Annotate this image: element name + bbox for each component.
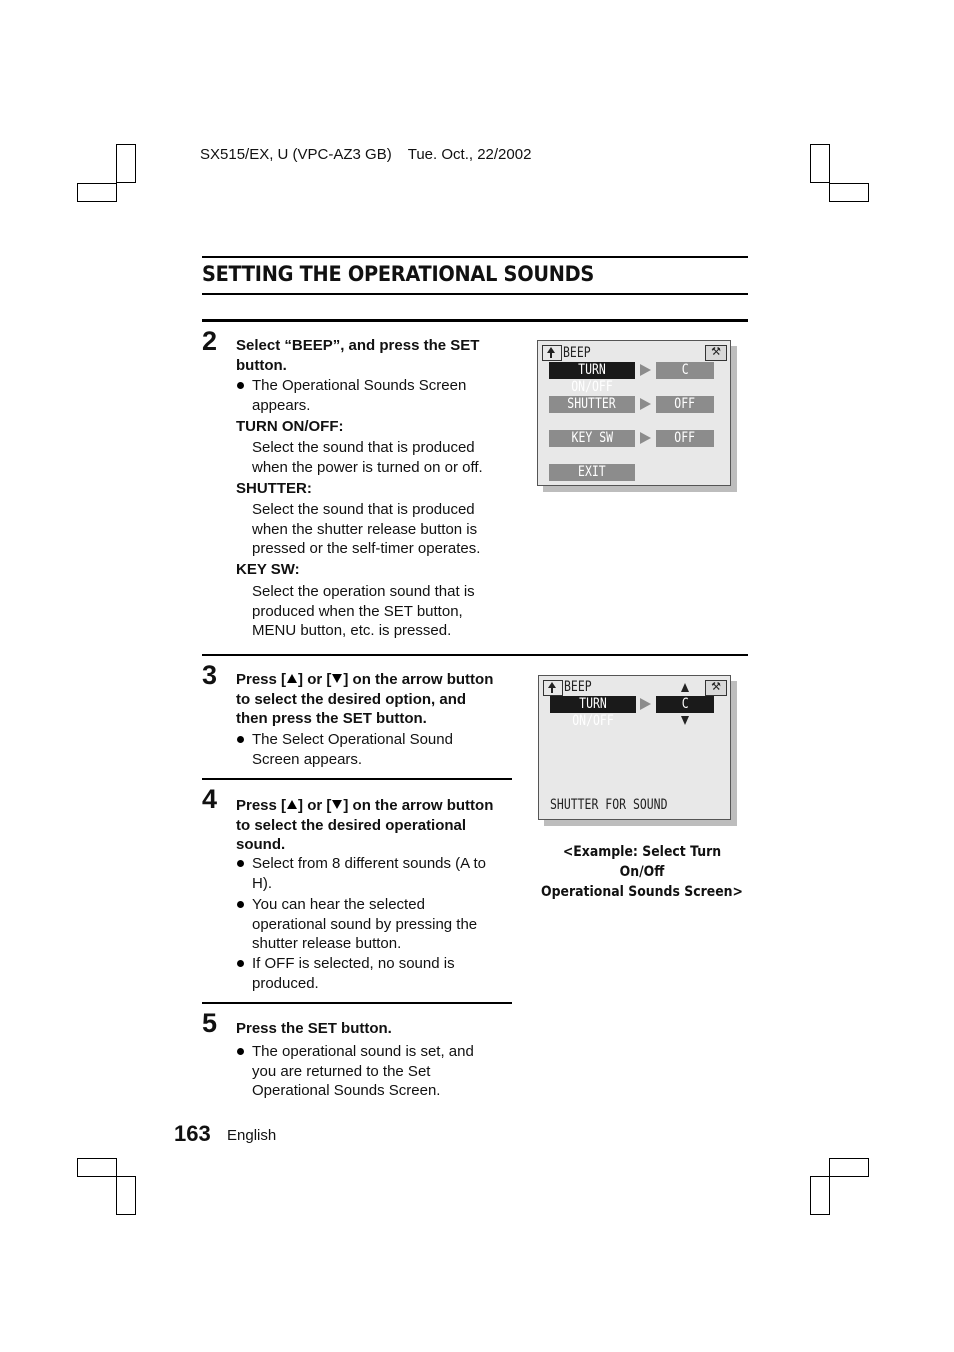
arrow-right-icon [640,698,651,710]
step4-bullet-1: Select from 8 different sounds (A to H). [252,855,487,892]
bullet-dot [237,736,244,743]
step5-rule [202,1002,512,1004]
lcd-screen-select-sound [538,675,731,820]
step4-instruction: Press [ ] or [ ] on the arrow button to select the desired operational sound. [236,797,494,853]
doc-date: Tue. Oct., 22/2002 [407,146,532,163]
crop-mark-br-vertical [810,1176,830,1215]
step2-number: 2 [202,326,218,356]
lcd2-row-value: C [656,696,714,713]
crop-mark-tl-horizontal [77,183,117,202]
turn-on-off-label: TURN ON/OFF: [236,418,344,435]
lcd2-title: BEEP [564,679,592,695]
doc-header [200,146,531,163]
lcd1-row-keysw-value: OFF [656,430,714,447]
wrench-icon: ⚒ [705,680,727,696]
title-rule-bottom [202,293,748,295]
down-triangle-icon [332,674,342,683]
lcd1-row-shutter-label: SHUTTER [549,396,635,413]
turn-on-off-desc: Select the sound that is produced when the power is turned on or off. [252,439,483,476]
up-triangle-icon [287,674,297,683]
crop-mark-tl-vertical [116,144,136,183]
up-triangle-icon [287,800,297,809]
step4-number: 4 [202,784,218,814]
lcd1-exit: EXIT [549,464,635,481]
lcd2-footer: SHUTTER FOR SOUND [550,797,668,813]
crop-mark-bl-horizontal [77,1158,117,1177]
wrench-icon: ⚒ [705,345,727,361]
bullet-dot [237,382,244,389]
step4-bullet-3: If OFF is selected, no sound is produced. [252,955,455,992]
step5-number: 5 [202,1008,218,1038]
bullet-dot [237,1048,244,1055]
step2-rule [202,319,748,322]
scroll-down-icon [681,716,689,725]
crop-mark-br-horizontal [829,1158,869,1177]
arrow-right-icon [640,398,651,410]
step3-instruction: Press [ ] or [ ] on the arrow button to select the desired option, and then press the SET button. [236,671,494,727]
lcd2-row-label: TURN ON/OFF [550,696,636,713]
page-number: 163 [174,1121,211,1146]
crop-mark-tr-horizontal [829,183,869,202]
step2-instruction: Select “BEEP”, and press the SET button. [236,337,480,374]
arrow-right-icon [640,432,651,444]
lcd1-row-turn-label: TURN ON/OFF [549,362,635,379]
lcd-screen-operational-sounds [537,340,731,486]
scroll-up-icon [681,683,689,692]
step4-rule [202,778,512,780]
lcd1-row-shutter-value: OFF [656,396,714,413]
lcd1-row-turn-value: C [656,362,714,379]
key-sw-label: KEY SW: [236,561,300,578]
title-rule-top [202,256,748,258]
lcd1-row-keysw-label: KEY SW [549,430,635,447]
crop-mark-tr-vertical [810,144,830,183]
step3-number: 3 [202,660,218,690]
bullet-dot [237,901,244,908]
lcd1-title: BEEP [563,345,591,361]
step5-bullet: The operational sound is set, and you are returned to the Set Operational Sounds Screen. [252,1043,474,1099]
step3-bullet: The Select Operational Sound Screen appears. [252,731,453,768]
key-sw-desc: Select the operation sound that is produced when the SET button, MENU button, etc. is pressed. [252,583,475,639]
crop-mark-bl-vertical [116,1176,136,1215]
doc-id: SX515/EX, U (VPC-AZ3 GB) [200,146,392,163]
figure-caption: <Example: Select Turn On/Off Operational Sounds Screen> [540,844,744,900]
section-title: SETTING THE OPERATIONAL SOUNDS [202,262,595,286]
shutter-label: SHUTTER: [236,480,312,497]
footer-language: English [227,1127,277,1144]
bullet-dot [237,960,244,967]
arrow-right-icon [640,364,651,376]
step4-bullet-2: You can hear the selected operational sound by pressing the shutter release button. [252,896,478,952]
step2-bullet: The Operational Sounds Screen appears. [252,377,467,414]
down-triangle-icon [332,800,342,809]
shutter-desc: Select the sound that is produced when the shutter release button is pressed or the self-timer operates. [252,501,481,557]
step5-instruction: Press the SET button. [236,1020,392,1037]
bullet-dot [237,860,244,867]
step3-rule [202,654,748,656]
up-arrow-icon [543,680,563,696]
up-arrow-icon [542,345,562,361]
